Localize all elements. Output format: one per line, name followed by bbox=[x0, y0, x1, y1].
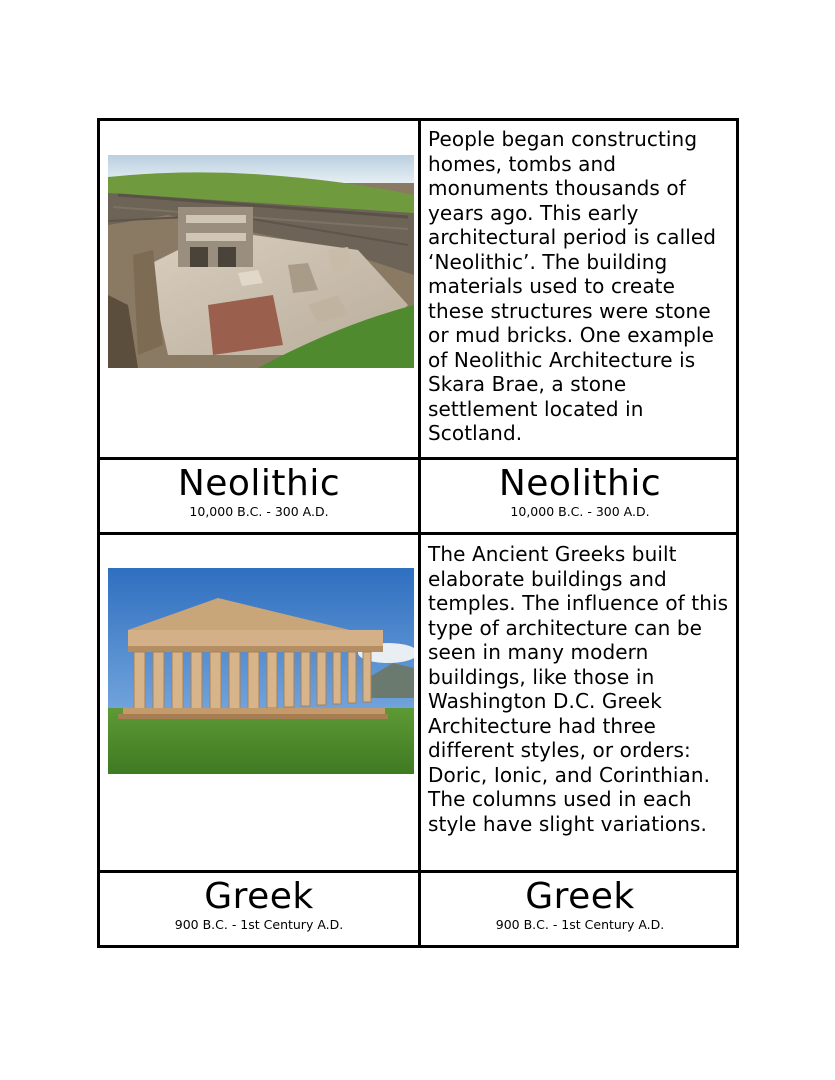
neolithic-control-label bbox=[421, 464, 739, 520]
neolithic-picture-label bbox=[100, 464, 418, 520]
card-dates: 900 B.C. - 1st Century A.D. bbox=[174, 917, 344, 932]
three-part-card-sheet bbox=[97, 118, 739, 948]
greek-description: The Ancient Greeks built elaborate buildings and temples. The influence of this type of architecture can be seen in many modern buildings, like those in Washington D.C. Greek Architecture had three different styles, or orders: Doric, Ionic, and Corinthian. The columns used in each style have slight variations. bbox=[428, 542, 729, 836]
card-title: Neolithic bbox=[498, 463, 662, 504]
row-divider bbox=[100, 870, 736, 873]
card-dates: 10,000 B.C. - 300 A.D. bbox=[510, 504, 650, 519]
row-divider bbox=[100, 532, 736, 535]
greek-picture-label bbox=[100, 877, 418, 933]
card-dates: 900 B.C. - 1st Century A.D. bbox=[495, 917, 665, 932]
card-title: Neolithic bbox=[177, 463, 341, 504]
card-title: Greek bbox=[204, 876, 314, 917]
greek-control-label bbox=[421, 877, 739, 933]
neolithic-description: People began constructing homes, tombs and monuments thousands of years ago. This early architectural period is called ‘Neolithic’. The building materials used to create these structures were stone or mud bricks. One example of Neolithic Architecture is Skara Brae, a stone settlement located in Scotland. bbox=[428, 127, 717, 445]
skara-brae-photo bbox=[108, 155, 414, 368]
card-dates: 10,000 B.C. - 300 A.D. bbox=[189, 504, 329, 519]
row-divider bbox=[100, 457, 736, 460]
card-title: Greek bbox=[525, 876, 635, 917]
greek-temple-photo bbox=[108, 568, 414, 774]
